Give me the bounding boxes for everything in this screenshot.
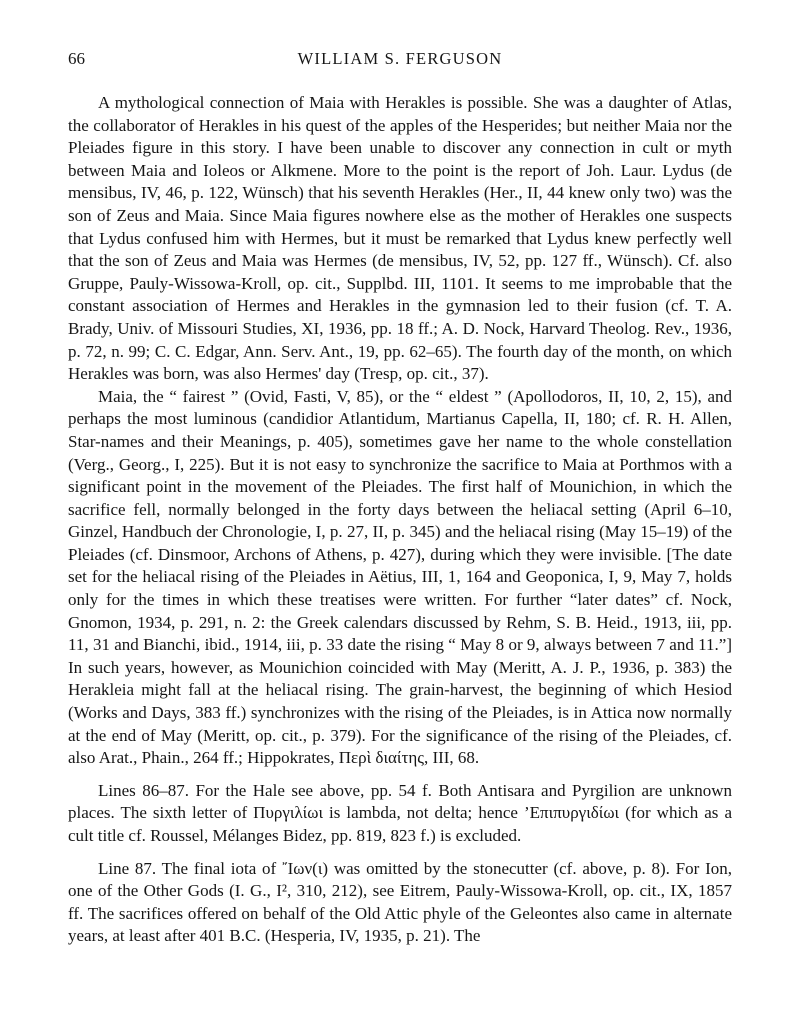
page-header [68, 48, 732, 76]
paragraph-maia-pleiades: Maia, the “ fairest ” (Ovid, Fasti, V, 85), or the “ eldest ” (Apollodoros, II, 10, 2, 15), and perhaps the most luminous (candidior Atlantidum, Martianus Capella, II, 180; cf. R. H. Allen, Star-names and their Meanings, p. 405), sometimes gave her name to the whole constellation (Verg., Georg., I, 225). But it is not easy to synchronize the sacrifice to Maia at Porthmos with a significant point in the movement of the Pleiades. The first half of Mounichion, in which the sacrifice fell, normally belonged in the forty days between the heliacal setting (April 6–10, Ginzel, Handbuch der Chronologie, I, p. 27, II, p. 345) and the heliacal rising (May 15–19) of the Pleiades (cf. Dinsmoor, Archons of Athens, p. 427), during which they were invisible. [The date set for the heliacal rising of the Pleiades in Aëtius, III, 1, 164 and Geoponica, I, 9, May 7, holds only for the times in which these treatises were written. For further “later dates” cf. Nock, Gnomon, 1934, p. 291, n. 2: the Greek calendars discussed by Rehm, S. B. Heid., 1913, iii, pp. 11, 31 and Bianchi, ibid., 1914, iii, p. 33 date the rising “ May 8 or 9, always between 7 and 11.”] In such years, however, as Mounichion coincided with May (Meritt, A. J. P., 1936, p. 383) the Herakleia might fall at the heliacal rising. The grain-harvest, the beginning of which Hesiod (Works and Days, 383 ff.) synchronizes with the rising of the Pleiades, is in Attica now normally at the end of May (Meritt, op. cit., p. 379). For the significance of the rising of the Pleiades, cf. also Arat., Phain., 264 ff.; Hippokrates, Περὶ διαίτης, III, 68. [68, 386, 732, 768]
page-number: 66 [68, 49, 85, 68]
paragraph-lines-86-87: Lines 86–87. For the Hale see above, pp. 54 f. Both Antisara and Pyrgilion are unknown places. The sixth letter of Πυργιλίωι is lambda, not delta; hence ’Επιπυργιδίωι (for which as a cult title cf. Roussel, Mélanges Bidez, pp. 819, 823 f.) is excluded. [68, 780, 732, 845]
paragraph-maia-herakles: A mythological connection of Maia with Herakles is possible. She was a daughter of Atlas, the collaborator of Herakles in his quest of the apples of the Hesperides; but neither Maia nor the Pleiades figure in this story. I have been unable to discover any connection in cult or myth between Maia and Ioleos or Alkmene. More to the point is the report of Joh. Laur. Lydus (de mensibus, IV, 46, p. 122, Wünsch) that his seventh Herakles (Her., II, 44 knew only two) was the son of Zeus and Maia. Since Maia figures nowhere else as the mother of Herakles one suspects that Lydus confused him with Hermes, but it must be remarked that Lydus knew perfectly well that the son of Zeus and Maia was Hermes (de mensibus, IV, 52, pp. 127 ff., Wünsch). Cf. also Gruppe, Pauly-Wissowa-Kroll, op. cit., Supplbd. III, 1101. It seems to me improbable that the constant association of Hermes and Herakles in the gymnasion led to their fusion (cf. T. A. Brady, Univ. of Missouri Studies, XI, 1936, pp. 18 ff.; A. D. Nock, Harvard Theolog. Rev., 1936, p. 72, n. 99; C. C. Edgar, Ann. Serv. Ant., 19, pp. 62–65). The fourth day of the month, on which Herakles was born, was also Hermes' day (Tresp, op. cit., 37). [68, 93, 732, 384]
paragraph-line-87: Line 87. The final iota of ῎Ιων(ι) was omitted by the stonecutter (cf. above, p. 8). For Ion, one of the Other Gods (I. G., I², 310, 212), see Eitrem, Pauly-Wissowa-Kroll, op. cit., IX, 1857 ff. The sacrifices offered on behalf of the Old Attic phyle of the Geleontes also came in alternate years, at least after 401 B.C. (Hesperia, IV, 1935, p. 21). The [68, 858, 732, 946]
document-page [68, 48, 732, 948]
running-head: WILLIAM S. FERGUSON [297, 49, 503, 68]
